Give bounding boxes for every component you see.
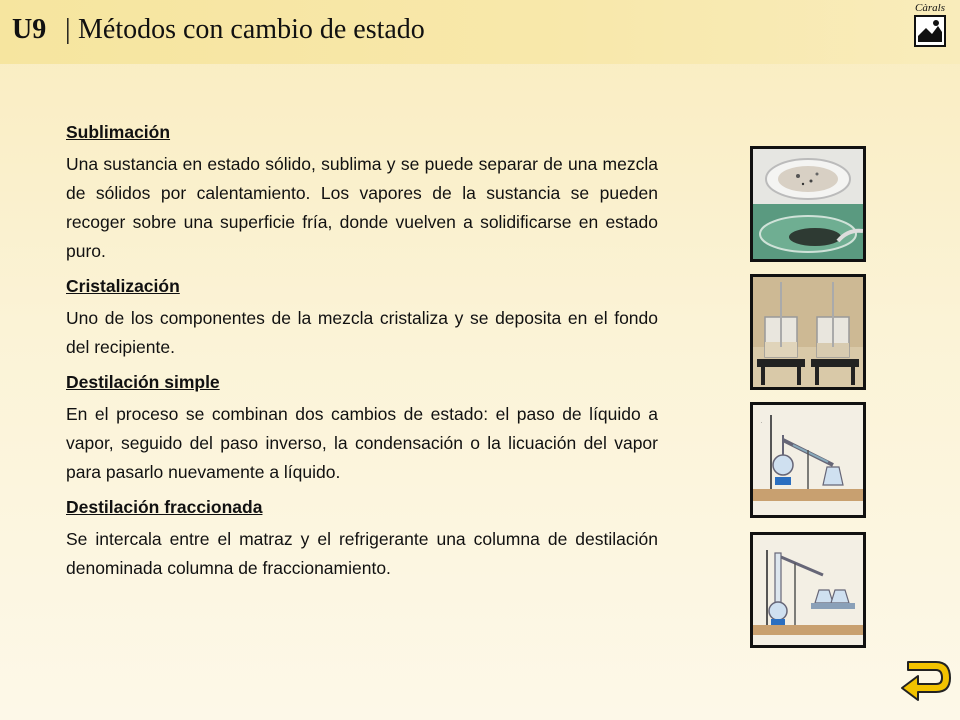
section-text-sublimacion: Una sustancia en estado sólido, sublima y se puede separar de una mezcla de sólidos por calentamiento. Los vapores de la sustancia se pueden recoger sobre una superficie fría, donde vuelven a solidificarse en estado puro. bbox=[66, 154, 658, 261]
page-title: Métodos con cambio de estado bbox=[78, 14, 425, 45]
publisher-logo-icon bbox=[912, 2, 948, 52]
title-separator: | bbox=[65, 14, 71, 45]
section-heading-destilacion-fraccionada: Destilación fraccionada bbox=[66, 497, 263, 517]
section-text-cristalizacion: Uno de los componentes de la mezcla cristaliza y se deposita en el fondo del recipiente. bbox=[66, 308, 658, 357]
unit-label: U9 bbox=[12, 14, 47, 45]
section-heading-sublimacion: Sublimación bbox=[66, 122, 171, 142]
sublimation-photo bbox=[750, 146, 866, 262]
section-text-destilacion-fraccionada: Se intercala entre el matraz y el refrigerante una columna de destilación denominada columna de fraccionamiento. bbox=[66, 529, 658, 578]
fractional-distillation-diagram bbox=[750, 532, 866, 648]
section-heading-cristalizacion: Cristalización bbox=[66, 276, 180, 296]
section-heading-destilacion-simple: Destilación simple bbox=[66, 372, 220, 392]
logo-text: Càrals bbox=[915, 2, 945, 14]
svg-text:.: . bbox=[761, 419, 763, 425]
header-bar bbox=[0, 0, 960, 64]
return-arrow-icon[interactable] bbox=[900, 658, 954, 704]
main-content bbox=[66, 120, 658, 591]
section-text-destilacion-simple: En el proceso se combinan dos cambios de estado: el paso de líquido a vapor, seguido del paso inverso, la condensación o la licuación del vapor para pasarlo nuevamente a líquido. bbox=[66, 404, 658, 482]
crystallization-photo bbox=[750, 274, 866, 390]
simple-distillation-diagram bbox=[750, 402, 866, 518]
